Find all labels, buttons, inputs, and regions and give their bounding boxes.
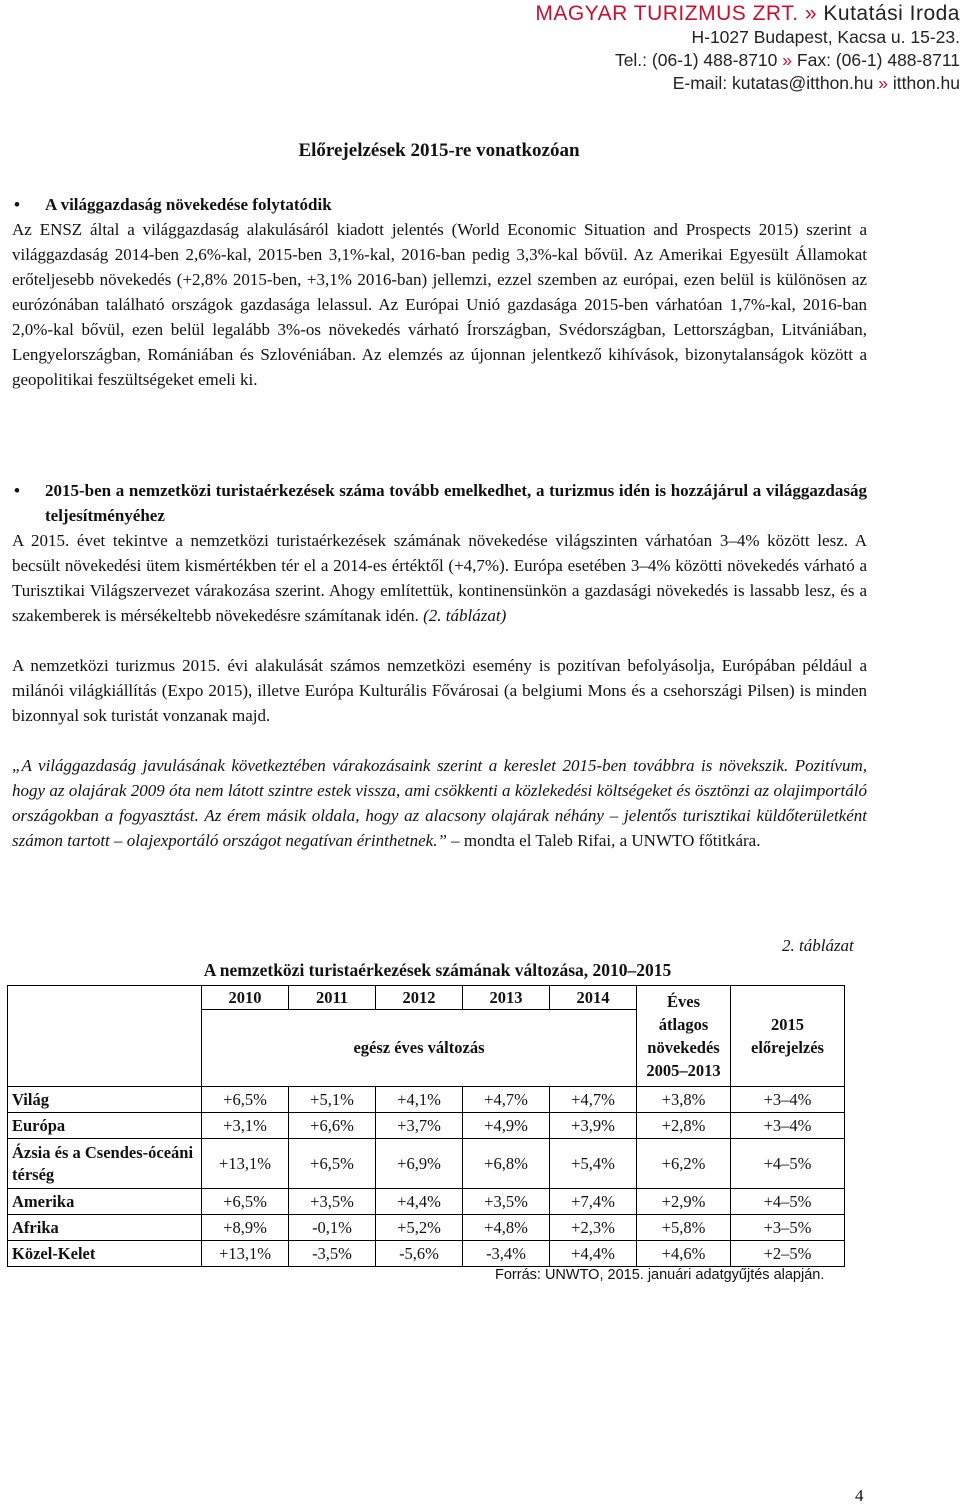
- value-cell: +13,1%: [202, 1241, 289, 1267]
- forecast-cell: +3–4%: [731, 1087, 845, 1113]
- avg-cell: +5,8%: [637, 1215, 731, 1241]
- table-corner-cell: [8, 986, 202, 1087]
- department-name: Kutatási Iroda: [823, 2, 960, 25]
- bullet-icon: •: [14, 195, 20, 214]
- company-name: MAGYAR TURIZMUS ZRT.: [535, 2, 799, 25]
- arrivals-table: [7, 985, 845, 1267]
- section-heading: [12, 478, 867, 528]
- forecast-cell: +3–4%: [731, 1113, 845, 1139]
- separator: »: [878, 73, 888, 93]
- region-cell: Afrika: [8, 1215, 202, 1241]
- value-cell: +6,6%: [289, 1113, 376, 1139]
- value-cell: +6,5%: [202, 1087, 289, 1113]
- value-cell: +8,9%: [202, 1215, 289, 1241]
- year-header: 2013: [463, 986, 550, 1010]
- value-cell: +13,1%: [202, 1139, 289, 1189]
- letterhead-company-line: [520, 2, 960, 26]
- value-cell: +4,7%: [463, 1087, 550, 1113]
- value-cell: +6,9%: [376, 1139, 463, 1189]
- table-source: Forrás: UNWTO, 2015. januári adatgyűjtés alapján.: [495, 1267, 825, 1283]
- telephone: Tel.: (06-1) 488-8710: [614, 50, 778, 70]
- table-header-row: [8, 986, 845, 1010]
- year-header: 2014: [550, 986, 637, 1010]
- avg-cell: +3,8%: [637, 1087, 731, 1113]
- table-row: [8, 1189, 845, 1215]
- table-row: [8, 1113, 845, 1139]
- region-cell: Világ: [8, 1087, 202, 1113]
- section-body: [12, 528, 867, 628]
- value-cell: +5,4%: [550, 1139, 637, 1189]
- quote-attribution: – mondta el Taleb Rifai, a UNWTO főtitkára.: [446, 831, 761, 850]
- avg-growth-header: Éves átlagos növekedés 2005–2013: [637, 986, 731, 1087]
- value-cell: +4,1%: [376, 1087, 463, 1113]
- section-world-economy: [12, 192, 867, 392]
- table-row: [8, 1139, 845, 1189]
- table-row: [8, 1215, 845, 1241]
- value-cell: +2,3%: [550, 1215, 637, 1241]
- value-cell: +3,9%: [550, 1113, 637, 1139]
- region-cell: Amerika: [8, 1189, 202, 1215]
- table-row: [8, 1087, 845, 1113]
- letterhead-phone-line: [520, 49, 960, 72]
- letterhead-email-line: [520, 72, 960, 95]
- value-cell: +4,8%: [463, 1215, 550, 1241]
- value-cell: -5,6%: [376, 1241, 463, 1267]
- forecast-header: 2015 előrejelzés: [731, 986, 845, 1087]
- year-header: 2010: [202, 986, 289, 1010]
- value-cell: +3,5%: [463, 1189, 550, 1215]
- page-title: Előrejelzések 2015-re vonatkozóan: [298, 140, 580, 161]
- value-cell: +6,5%: [202, 1189, 289, 1215]
- email: E-mail: kutatas@itthon.hu: [672, 73, 874, 93]
- section-body-text: A 2015. évet tekintve a nemzetközi turistaérkezések számának növekedése világszinten várhatóan 3–4% között lesz. A becsült növekedési ütem kismértékben tér el a 2014-es értéktől (+4,7%). Európa esetében 3–4% közötti növekedés várható a Turisztikai Világszervezet várakozása szerint. Ahogy említettük, kontinensünkön a gazdasági növekedés is lassabb lesz, és a szakemberek is mérsékeltebb növekedésre számítanak idén.: [12, 531, 867, 625]
- fax: Fax: (06-1) 488-8711: [796, 50, 960, 70]
- region-cell: Ázsia és a Csendes-óceáni térség: [8, 1139, 202, 1189]
- section-body: Az ENSZ által a világgazdaság alakulásáról kiadott jelentés (World Economic Situation and Prospects 2015) szerint a világgazdaság 2014-ben 2,6%-kal, 2015-ben 3,1%-kal, 2016-ban pedig 3,3%-kal bővül. Az Amerikai Egyesült Államokat erőteljesebb növekedés (+2,8% 2015-ben, +3,1% 2016-ban) jellemzi, ezzel szemben az európai, ezen belül is különösen az eurózónában található országok gazdasága lelassul. Az Európai Unió gazdasága 2015-ben várhatóan 1,7%-kal, 2016-ban 2,0%-kal bővül, ezen belül legalább 3%-os növekedés várható Írországban, Svédországban, Lettországban, Litvániában, Lengyelországban, Romániában és Szlovéniában. Az elemzés az újonnan jelentkező kihívások, bizonytalanságok között a geopolitikai feszültségeket emeli ki.: [12, 220, 867, 389]
- value-cell: +4,4%: [376, 1189, 463, 1215]
- value-cell: +5,1%: [289, 1087, 376, 1113]
- page-number: 4: [855, 1486, 864, 1505]
- change-subheader: egész éves változás: [202, 1010, 637, 1087]
- avg-cell: +2,9%: [637, 1189, 731, 1215]
- value-cell: +3,7%: [376, 1113, 463, 1139]
- table-reference: (2. táblázat): [423, 606, 507, 625]
- letterhead: [520, 2, 960, 95]
- region-cell: Közel-Kelet: [8, 1241, 202, 1267]
- table-row: [8, 1241, 845, 1267]
- table-title: A nemzetközi turistaérkezések számának változása, 2010–2015: [203, 960, 672, 980]
- website: itthon.hu: [892, 73, 960, 93]
- value-cell: -3,4%: [463, 1241, 550, 1267]
- year-header: 2012: [376, 986, 463, 1010]
- section-tourism-forecast: [12, 478, 867, 853]
- forecast-cell: +4–5%: [731, 1139, 845, 1189]
- avg-cell: +2,8%: [637, 1113, 731, 1139]
- value-cell: +6,8%: [463, 1139, 550, 1189]
- value-cell: +5,2%: [376, 1215, 463, 1241]
- value-cell: +3,1%: [202, 1113, 289, 1139]
- letterhead-address: H-1027 Budapest, Kacsa u. 15-23.: [691, 27, 960, 47]
- value-cell: -3,5%: [289, 1241, 376, 1267]
- value-cell: +4,7%: [550, 1087, 637, 1113]
- section-heading-text: 2015-ben a nemzetközi turistaérkezések száma tovább emelkedhet, a turizmus idén is hozzájárul a világgazdaság teljesítményéhez: [45, 481, 867, 525]
- region-cell: Európa: [8, 1113, 202, 1139]
- bullet-icon: •: [14, 481, 20, 500]
- avg-cell: +4,6%: [637, 1241, 731, 1267]
- section-paragraph: A nemzetközi turizmus 2015. évi alakulását számos nemzetközi esemény is pozitívan befolyásolja, Európában például a milánói világkiállítás (Expo 2015), illetve Európa Kulturális Fővárosai (a belgiumi Mons és a csehországi Pilsen) is minden bizonnyal sok turistát vonzanak majd.: [12, 656, 867, 725]
- separator: »: [804, 2, 818, 25]
- value-cell: +4,4%: [550, 1241, 637, 1267]
- quote-text: „A világgazdaság javulásának következtében várakozásaink szerint a kereslet 2015-ben továbbra is növekszik. Pozitívum, hogy az olajárak 2009 óta nem látott szintre estek vissza, ami csökkenti a közlekedési költségeket és ösztönzi az olajimportáló országokban a fogyasztást. Az érem másik oldala, hogy az alacsony olajárak néhány – jelentős turisztikai küldőterületként számon tartott – olajexportáló országot negatívan érinthetnek.”: [12, 756, 867, 850]
- year-header: 2011: [289, 986, 376, 1010]
- section-heading: [12, 192, 867, 217]
- table-caption: 2. táblázat: [782, 936, 854, 955]
- section-heading-text: A világgazdaság növekedése folytatódik: [45, 195, 332, 214]
- value-cell: +7,4%: [550, 1189, 637, 1215]
- value-cell: +3,5%: [289, 1189, 376, 1215]
- avg-cell: +6,2%: [637, 1139, 731, 1189]
- value-cell: +4,9%: [463, 1113, 550, 1139]
- value-cell: -0,1%: [289, 1215, 376, 1241]
- value-cell: +6,5%: [289, 1139, 376, 1189]
- forecast-cell: +3–5%: [731, 1215, 845, 1241]
- forecast-cell: +4–5%: [731, 1189, 845, 1215]
- separator: »: [782, 50, 793, 70]
- forecast-cell: +2–5%: [731, 1241, 845, 1267]
- quote-paragraph: [12, 753, 867, 853]
